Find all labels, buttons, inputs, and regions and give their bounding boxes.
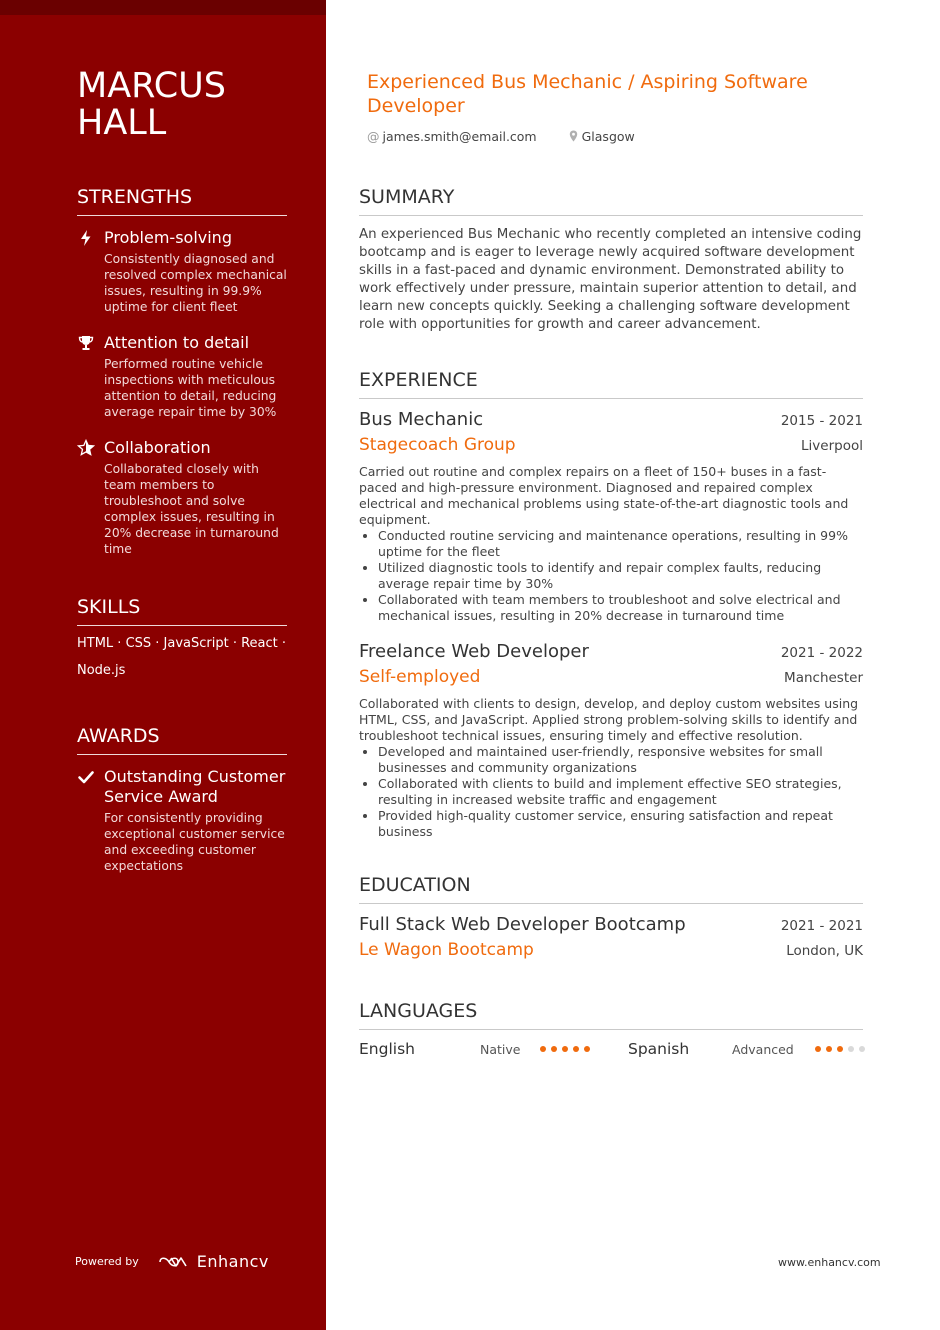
language-level: Native xyxy=(479,1041,521,1057)
language-level: Advanced xyxy=(732,1041,794,1057)
languages-title: LANGUAGES xyxy=(359,1000,863,1030)
candidate-name xyxy=(77,68,226,142)
rating-dot-filled xyxy=(551,1046,557,1052)
job-bullets xyxy=(359,528,863,624)
strengths-section xyxy=(77,186,287,575)
location-text: Glasgow xyxy=(581,129,635,144)
job-bullet: • Developed and maintained user-friendly, responsive websites for small businesses and community organizations xyxy=(378,744,863,776)
headline: Experienced Bus Mechanic / Aspiring Software Developer xyxy=(367,71,808,117)
enhancv-logo-icon xyxy=(157,1253,189,1271)
sidebar-top-bar xyxy=(0,0,326,15)
awards-title: AWARDS xyxy=(77,725,287,755)
skills-title: SKILLS xyxy=(77,596,287,626)
powered-by xyxy=(75,1252,269,1271)
job-entry xyxy=(359,641,863,840)
rating-dot-empty xyxy=(848,1046,854,1052)
job-bullet: • Utilized diagnostic tools to identify and repair complex faults, reducing average repair time by 30% xyxy=(378,560,863,592)
job-bullet: • Collaborated with clients to build and implement effective SEO strategies, resulting in increased website traffic and engagement xyxy=(378,776,863,808)
job-company: Self-employed xyxy=(359,667,481,687)
experience-title: EXPERIENCE xyxy=(359,369,863,399)
name-first: MARCUS xyxy=(77,66,226,106)
location-pin-icon xyxy=(569,130,578,142)
rating-dot-filled xyxy=(540,1046,546,1052)
awards-section xyxy=(77,725,287,892)
education-location: London, UK xyxy=(786,943,863,959)
languages-row xyxy=(359,1040,863,1058)
skills-section xyxy=(77,596,287,684)
job-dates: 2021 - 2022 xyxy=(780,645,863,661)
email-text: james.smith@email.com xyxy=(382,129,537,144)
award-item xyxy=(77,767,287,874)
education-section xyxy=(359,874,863,960)
education-degree: Full Stack Web Developer Bootcamp xyxy=(359,914,686,935)
job-title: Freelance Web Developer xyxy=(359,641,589,662)
strength-item xyxy=(77,228,287,315)
sidebar xyxy=(0,0,326,1330)
job-title: Bus Mechanic xyxy=(359,409,484,430)
education-title: EDUCATION xyxy=(359,874,863,904)
summary-section xyxy=(359,186,863,334)
strength-title: Collaboration xyxy=(104,438,211,457)
job-description: Carried out routine and complex repairs on a fleet of 150+ buses in a fast-paced and high-pressure environment. Diagnosed and repaired complex electrical and mechanical problems using state-of-the-art diagnostic tools and equipment. xyxy=(359,464,849,527)
bolt-icon xyxy=(77,229,95,247)
job-location: Manchester xyxy=(784,670,863,686)
skills-list-line: HTML · CSS · JavaScript · React · xyxy=(77,636,287,651)
education-entry xyxy=(359,914,863,960)
strength-title: Problem-solving xyxy=(104,228,232,247)
strength-title: Attention to detail xyxy=(104,333,250,352)
language-item xyxy=(628,1040,870,1058)
trophy-icon xyxy=(77,334,95,352)
job-bullet: • Provided high-quality customer service, ensuring satisfaction and repeat business xyxy=(378,808,863,840)
contact-info xyxy=(367,129,663,144)
strength-description: Collaborated closely with team members to troubleshoot and solve complex issues, resulting in 20% decrease in turnaround time xyxy=(104,462,279,556)
at-icon: @ xyxy=(367,129,380,144)
rating-dot-empty xyxy=(859,1046,865,1052)
name-last: HALL xyxy=(77,103,167,143)
strength-description: Consistently diagnosed and resolved complex mechanical issues, resulting in 99.9% uptime for client fleet xyxy=(104,252,287,314)
job-company: Stagecoach Group xyxy=(359,435,516,455)
rating-dot-filled xyxy=(584,1046,590,1052)
language-name: Spanish xyxy=(628,1040,690,1058)
job-bullet: • Collaborated with team members to troubleshoot and solve electrical and mechanical issues, resulting in 20% decrease in turnaround time xyxy=(378,592,863,624)
contact-email[interactable] xyxy=(367,129,551,144)
languages-section xyxy=(359,1000,863,1058)
job-description: Collaborated with clients to design, develop, and deploy custom websites using HTML, CSS, and JavaScript. Applied strong problem-solving skills to identify and troubleshoot technical issues, ensuring timely and effective resolution. xyxy=(359,696,859,743)
strength-description: Performed routine vehicle inspections with meticulous attention to detail, reducing average repair time by 30% xyxy=(104,357,277,419)
language-rating xyxy=(540,1046,595,1052)
strength-item xyxy=(77,438,287,557)
strengths-title: STRENGTHS xyxy=(77,186,287,216)
award-title: Outstanding Customer Service Award xyxy=(104,767,286,806)
powered-by-label: Powered by xyxy=(75,1255,139,1268)
summary-title: SUMMARY xyxy=(359,186,863,216)
experience-section xyxy=(359,369,863,840)
summary-text: An experienced Bus Mechanic who recently completed an intensive coding bootcamp and is eager to leverage newly acquired software development skills in a fast-paced and dynamic environment. Demonstrated ability to work effectively under pressure, maintain superior attention to detail, and learn new concepts quickly. Seeking a challenging software development role with opportunities for growth and career advancement. xyxy=(359,227,862,332)
enhancv-brand[interactable]: Enhancv xyxy=(196,1252,269,1271)
job-location: Liverpool xyxy=(801,438,863,454)
education-school: Le Wagon Bootcamp xyxy=(359,940,534,960)
education-dates: 2021 - 2021 xyxy=(780,918,863,934)
rating-dot-filled xyxy=(562,1046,568,1052)
contact-location xyxy=(569,129,649,144)
rating-dot-filled xyxy=(837,1046,843,1052)
language-item xyxy=(359,1040,595,1058)
job-entry xyxy=(359,409,863,624)
award-description: For consistently providing exceptional customer service and exceeding customer expectations xyxy=(104,811,285,873)
rating-dot-filled xyxy=(826,1046,832,1052)
star-icon xyxy=(77,439,95,457)
language-rating xyxy=(815,1046,870,1052)
website-link[interactable]: www.enhancv.com xyxy=(778,1256,881,1269)
job-bullet: • Conducted routine servicing and maintenance operations, resulting in 99% uptime for the fleet xyxy=(378,528,863,560)
check-icon xyxy=(77,768,95,786)
strength-item xyxy=(77,333,287,420)
language-name: English xyxy=(359,1040,415,1058)
rating-dot-filled xyxy=(573,1046,579,1052)
job-bullets xyxy=(359,744,863,840)
skills-list-line: Node.js xyxy=(77,663,126,678)
rating-dot-filled xyxy=(815,1046,821,1052)
job-dates: 2015 - 2021 xyxy=(780,413,863,429)
